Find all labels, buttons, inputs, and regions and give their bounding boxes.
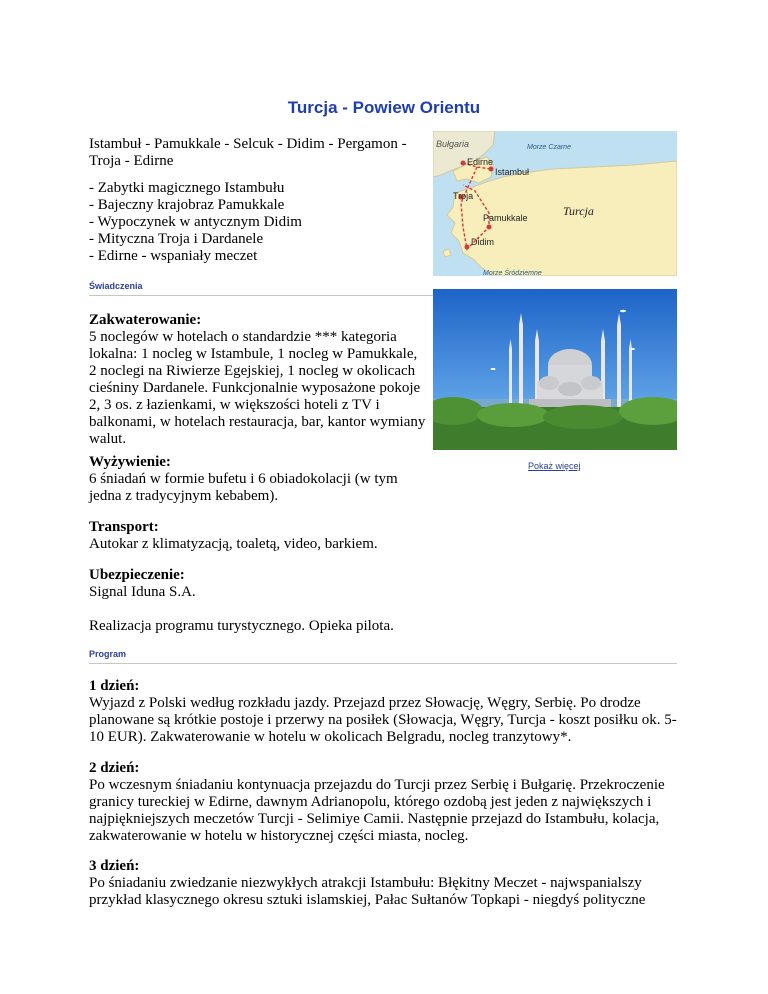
route-text: Istambuł - Pamukkale - Selcuk - Didim - Pergamon - Troja - Edirne <box>89 136 407 169</box>
turkey-map <box>433 131 677 276</box>
section-link-services[interactable]: Świadczenia <box>89 281 143 291</box>
map-label-turcja: Turcja <box>563 204 594 218</box>
transport-heading: Transport: <box>89 519 159 535</box>
map-label-edirne: Edirne <box>467 157 494 167</box>
accommodation-text: 5 noclegów w hotelach o standardzie *** kategoria lokalna: 1 nocleg w Istambule, 1 nocleg w Pamukkale, 2 noclegi na Riwierze Egejskiej, 1 nocleg w okolicach cieśniny Dardanele. Funkcjonalnie wyposażone pokoje 2, 3 os. z łazienkami, w większości hoteli z TV i balkonami, w hotelach restauracja, bar, kantor wymiany walut. <box>89 329 426 447</box>
map-label-black-sea: Morze Czarne <box>527 144 571 151</box>
meals-heading: Wyżywienie: <box>89 454 171 470</box>
map-label-bulgaria: Bułgaria <box>436 139 470 149</box>
realization-text: Realizacja programu turystycznego. Opieka pilota. <box>89 618 394 634</box>
map-label-troja: Troja <box>453 191 474 201</box>
day-heading: 3 dzień: <box>89 858 140 874</box>
highlight-item: - Wypoczynek w antycznym Didim <box>89 214 302 230</box>
day-text: Po śniadaniu zwiedzanie niezwykłych atrakcji Istambułu: Błękitny Meczet - najwspanialszy przykład klasycznego okresu sztuki islamskiej, Pałac Sułtanów Topkapi - niegdyś polityczne <box>89 875 646 908</box>
day-heading: 2 dzień: <box>89 760 140 776</box>
insurance-block <box>89 567 679 601</box>
map-label-didim: Didim <box>471 237 495 247</box>
day-text: Wyjazd z Polski według rozkładu jazdy. Przejazd przez Słowację, Węgry, Serbię. Po drodze planowane są krótkie postoje i przerwy na posiłek (Słowacja, Węgry, Turcja - koszt posiłku ok. 5-10 EUR). Zakwaterowanie w hotelu w okolicach Belgradu, nocleg tranzytowy*. <box>89 695 677 745</box>
day-2-block <box>89 760 679 845</box>
accommodation-heading: Zakwaterowanie: <box>89 312 202 328</box>
day-1-block <box>89 678 679 746</box>
mosque-photo <box>433 289 677 450</box>
map-label-med-sea: Morze Śródziemne <box>483 270 542 276</box>
map-label-istambul: Istambuł <box>495 167 530 177</box>
meals-text: 6 śniadań w formie bufetu i 6 obiadokolacji (w tym jedna z tradycyjnym kebabem). <box>89 471 398 504</box>
highlight-item: - Zabytki magicznego Istambułu <box>89 180 285 196</box>
insurance-text: Signal Iduna S.A. <box>89 584 196 600</box>
highlight-item: - Bajeczny krajobraz Pamukkale <box>89 197 285 213</box>
section-link-program[interactable]: Program <box>89 649 127 659</box>
page-title: Turcja - Powiew Orientu <box>287 98 481 117</box>
highlight-item: - Edirne - wspaniały meczet <box>89 248 258 264</box>
meals-block <box>89 454 427 505</box>
accommodation-block <box>89 312 427 448</box>
show-more-link[interactable]: Pokaż więcej <box>528 461 581 471</box>
day-3-block <box>89 858 679 909</box>
map-label-pamukkale: Pamukkale <box>483 213 528 223</box>
transport-text: Autokar z klimatyzacją, toaletą, video, barkiem. <box>89 536 378 552</box>
transport-block <box>89 519 679 553</box>
day-heading: 1 dzień: <box>89 678 140 694</box>
insurance-heading: Ubezpieczenie: <box>89 567 185 583</box>
highlights-list <box>89 180 429 265</box>
day-text: Po wczesnym śniadaniu kontynuacja przejazdu do Turcji przez Serbię i Bułgarię. Przekroczenie granicy tureckiej w Edirne, dawnym Adrianopolu, którego ozdobą jest jeden z największych i najpiękniejszych meczetów Turcji - Selimiye Camii. Następnie przejazd do Istambułu, kolacja, zakwaterowanie w hotelu w historycznej części miasta, nocleg. <box>89 777 665 844</box>
highlight-item: - Mityczna Troja i Dardanele <box>89 231 264 247</box>
